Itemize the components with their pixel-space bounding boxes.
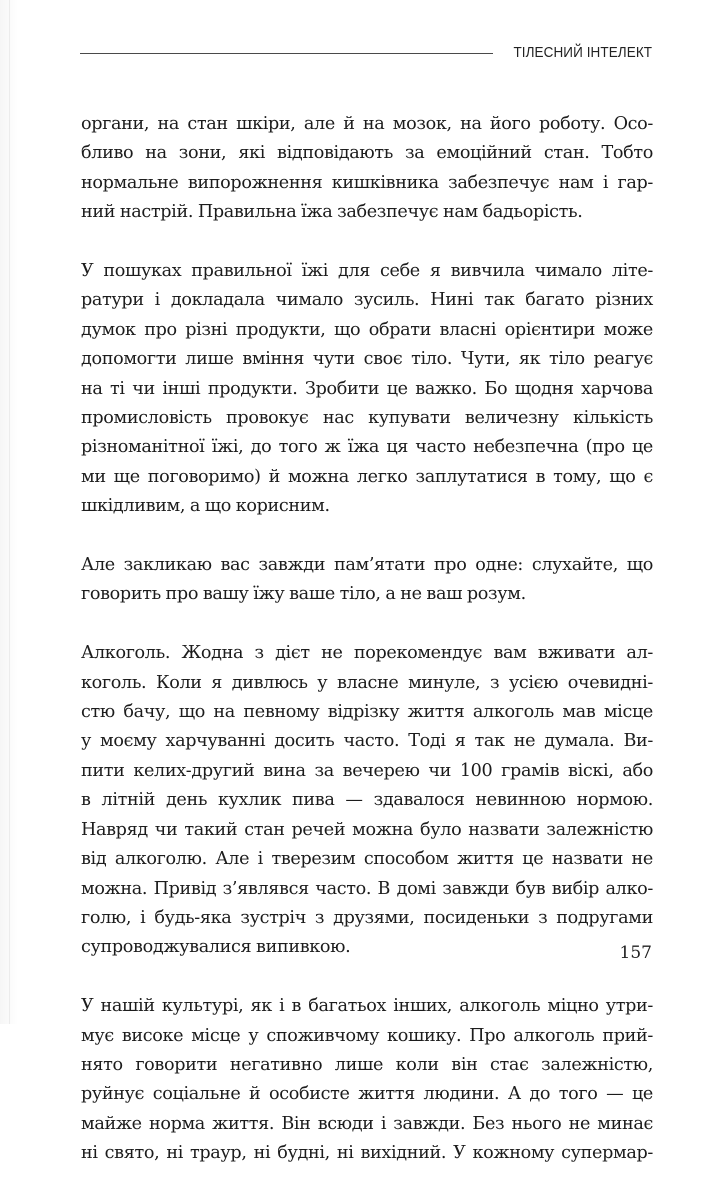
text-line: мує високе місце у споживчому кошику. Про алкоголь прий-: [81, 1025, 653, 1046]
page-number: 157: [619, 943, 652, 963]
text-line: в літній день кухлик пива — здавалося невинною нормою.: [81, 790, 653, 811]
text-line: допомогти лише вміння чути своє тіло. Чути, як тіло реагує: [81, 349, 653, 370]
text-line: ний настрій. Правильна їжа забезпечує нам бадьорість.: [81, 202, 583, 223]
paragraph-1: [81, 110, 653, 228]
text-line: супроводжувалися випивкою.: [81, 937, 351, 958]
text-line: різноманітної їжі, до того ж їжа ця часто небезпечна (про це: [81, 437, 653, 458]
text-line: стю бачу, що на певному відрізку життя алкоголь мав місце: [81, 702, 653, 723]
text-line: нормальне випорожнення кишківника забезпечує нам і гар-: [81, 172, 653, 193]
paragraph-4: [81, 639, 653, 962]
text-line: коголь. Коли я дивлюсь у власне минуле, з усією очевидні-: [81, 672, 653, 693]
header-rule: [80, 53, 493, 54]
gutter-line: [9, 0, 10, 1024]
text-line: У нашій культурі, як і в багатьох інших, алкоголь міцно утри-: [81, 996, 653, 1017]
text-line: ми ще поговоримо) й можна легко заплутатися в тому, що є: [81, 466, 653, 487]
running-header: [80, 42, 652, 64]
text-line: пити келих-другий вина за вечерею чи 100 грамів віскі, або: [81, 760, 653, 781]
text-line: від алкоголю. Але і тверезим способом життя це назвати не: [81, 849, 653, 870]
text-line: думок про різні продукти, що обрати власні орієнтири може: [81, 319, 653, 340]
text-line: руйнує соціальне й особисте життя людини. А до того — це: [81, 1084, 653, 1105]
text-line: ні свято, ні траур, ні будні, ні вихідний. У кожному супермар-: [81, 1143, 653, 1164]
running-title: ТІЛЕСНИЙ ІНТЕЛЕКТ: [513, 45, 652, 61]
text-line: ратури і докладала чимало зусиль. Нині так багато різних: [81, 290, 653, 311]
paragraph-5: [81, 992, 653, 1168]
paragraph-2: [81, 257, 653, 522]
text-line: на ті чи інші продукти. Зробити це важко. Бо щодня харчова: [81, 378, 653, 399]
text-line: промисловість провокує нас купувати величезну кількість: [81, 408, 653, 429]
text-line: Але закликаю вас завжди пам’ятати про одне: слухайте, що: [81, 555, 653, 576]
text-line: У пошуках правильної їжі для себе я вивчила чимало літе-: [81, 261, 653, 282]
text-line: у моєму харчуванні досить часто. Тоді я так не думала. Ви-: [81, 731, 653, 752]
text-line: бливо на зони, які відповідають за емоційний стан. Тобто: [81, 143, 653, 164]
text-line: Навряд чи такий стан речей можна було назвати залежністю: [81, 819, 653, 840]
text-line: можна. Привід з’являвся часто. В домі завжди був вибір алко-: [81, 878, 653, 899]
text-line: шкідливим, а що корисним.: [81, 496, 330, 517]
body-text: [81, 110, 653, 1198]
text-line: органи, на стан шкіри, але й на мозок, на його роботу. Осо-: [81, 114, 653, 134]
text-line: Алкоголь. Жодна з дієт не порекомендує вам вживати ал-: [81, 643, 653, 664]
paragraph-3: [81, 551, 653, 610]
page-binding-edge: [0, 0, 18, 1024]
text-line: нято говорити негативно лише коли він стає залежністю,: [81, 1054, 653, 1075]
text-line: говорить про вашу їжу ваше тіло, а не ваш розум.: [81, 584, 526, 605]
text-line: майже норма життя. Він всюди і завжди. Без нього не минає: [81, 1113, 653, 1134]
text-line: голю, і будь-яка зустріч з друзями, посиденьки з подругами: [81, 907, 653, 928]
